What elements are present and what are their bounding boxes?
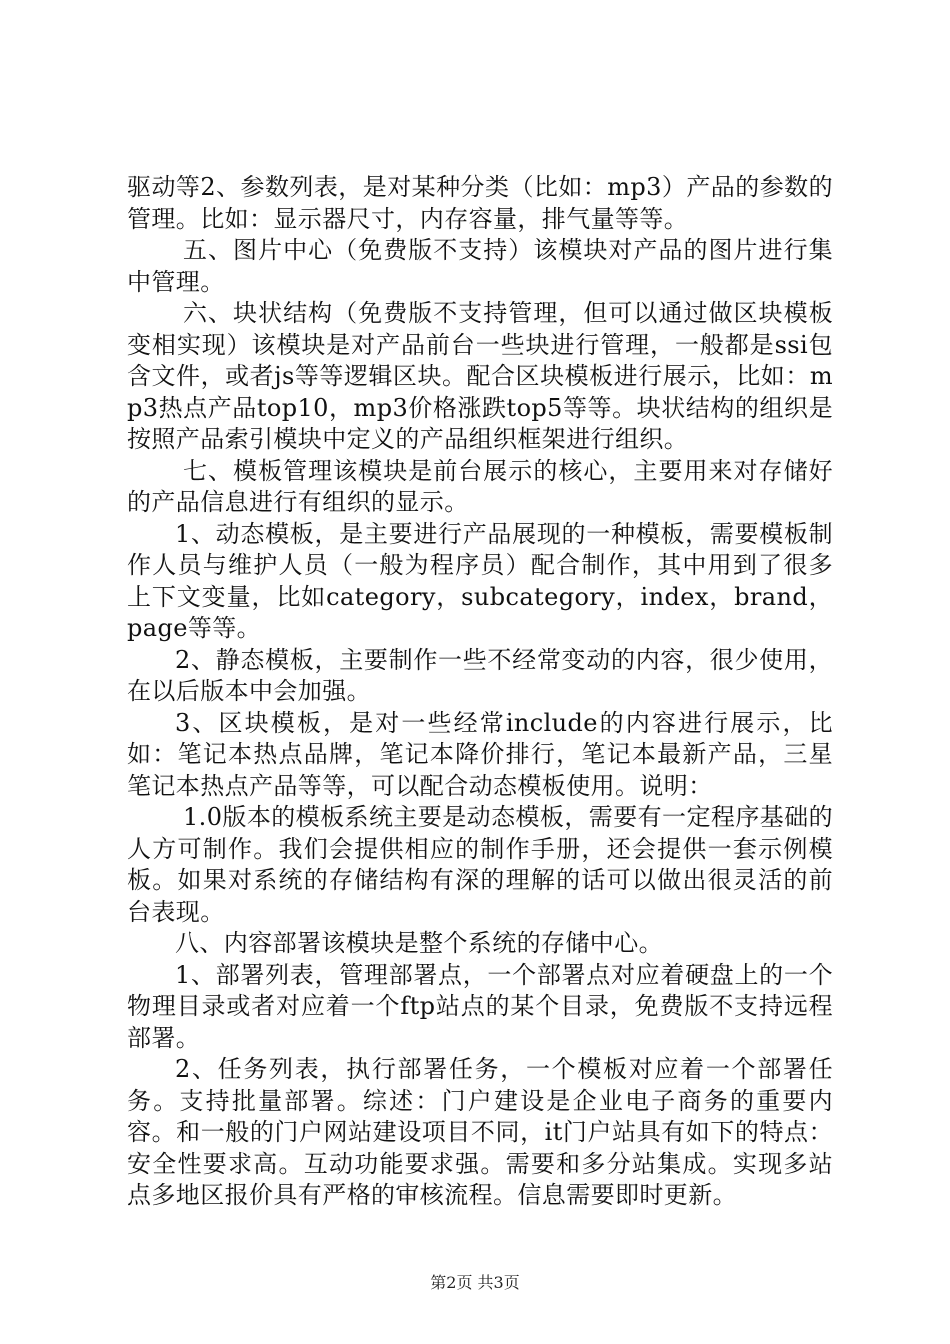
paragraph-deploy-list: 1、部署列表，管理部署点，一个部署点对应着硬盘上的一个物理目录或者对应着一个ftp站点的某个目录，免费版不支持远程部署。 <box>127 960 833 1052</box>
page-footer: 第2页 共3页 <box>430 1273 520 1292</box>
paragraph-static-template: 2、静态模板，主要制作一些不经常变动的内容，很少使用，在以后版本中会加强。 <box>127 645 833 705</box>
paragraph-task-list: 2、任务列表，执行部署任务，一个模板对应着一个部署任务。支持批量部署。综述：门户建设是企业电子商务的重要内容。和一般的门户网站建设项目不同，it门户站具有如下的特点：安全性要求高。互动功能要求强。需要和多分站集成。实现多站点多地区报价具有严格的审核流程。信息需要即时更新。 <box>127 1055 833 1209</box>
paragraph-block-template: 3、区块模板，是对一些经常include的内容进行展示，比如：笔记本热点品牌，笔记本降价排行，笔记本最新产品，三星笔记本热点产品等等，可以配合动态模板使用。说明： <box>127 708 833 800</box>
paragraph-image-center: 五、图片中心（免费版不支持）该模块对产品的图片进行集中管理。 <box>127 236 833 296</box>
paragraph-block-structure: 六、块状结构（免费版不支持管理，但可以通过做区块模板变相实现）该模块是对产品前台一些块进行管理，一般都是ssi包含文件，或者js等等逻辑区块。配合区块模板进行展示，比如：mp3热点产品top10，mp3价格涨跌top5等等。块状结构的组织是按照产品索引模块中定义的产品组织框架进行组织。 <box>127 299 833 453</box>
paragraph-template-note: 1.0版本的模板系统主要是动态模板，需要有一定程序基础的人方可制作。我们会提供相应的制作手册，还会提供一套示例模板。如果对系统的存储结构有深的理解的话可以做出很灵活的前台表现。 <box>127 803 833 926</box>
paragraph-content-deploy: 八、内容部署该模块是整个系统的存储中心。 <box>175 929 663 957</box>
document-body <box>127 172 833 1212</box>
paragraph-dynamic-template: 1、动态模板，是主要进行产品展现的一种模板，需要模板制作人员与维护人员（一般为程序员）配合制作，其中用到了很多上下文变量，比如category，subcategory，index，brand，page等等。 <box>127 519 833 642</box>
paragraph-template-management: 七、模板管理该模块是前台展示的核心，主要用来对存储好的产品信息进行有组织的显示。 <box>127 456 833 516</box>
paragraph-params-list: 驱动等2、参数列表，是对某种分类（比如：mp3）产品的参数的管理。比如：显示器尺寸，内存容量，排气量等等。 <box>127 173 833 233</box>
